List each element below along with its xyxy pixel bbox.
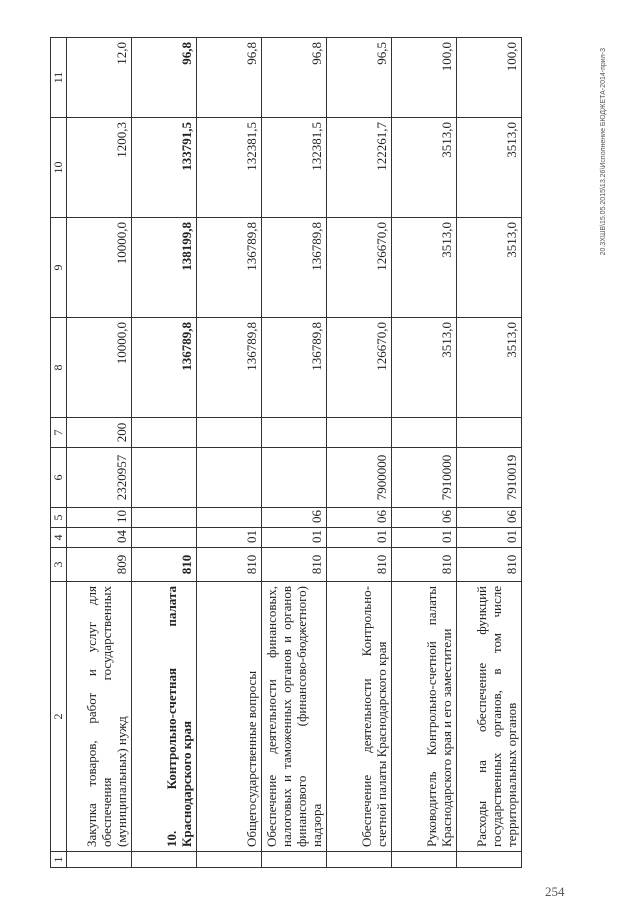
budget-table [50,37,522,868]
code-csr-cell [262,448,327,508]
column-header: 7 [51,418,67,448]
item-name-cell: Руководитель Контрольно-счетной палаты Краснодарского края и его заместители [392,582,457,852]
item-name-cell: Обеспечение деятельности финансовых, налоговых и таможенных органов и органов финансового (финансово-бюджетного) надзора [262,582,327,852]
rotated-page [40,28,620,878]
row-number-cell [197,852,262,868]
table-row [197,38,262,868]
code-vr-cell [197,418,262,448]
approved-amount-cell: 10000,0 [67,318,132,418]
executed-amount-cell: 132381,5 [262,118,327,218]
item-name-cell: 10. Контрольно-счетная палата Краснодарского края [132,582,197,852]
code-csr-cell: 7900000 [327,448,392,508]
approved-amount-cell: 136789,8 [262,318,327,418]
revised-amount-cell: 3513,0 [457,218,522,318]
row-number-cell [262,852,327,868]
approved-amount-cell: 126670,0 [327,318,392,418]
code-pr-cell: 06 [262,508,327,528]
code-vr-cell [327,418,392,448]
code-csr-cell [132,448,197,508]
code-rz-cell: 01 [262,528,327,548]
row-number-cell [132,852,197,868]
code-csr-cell: 2320957 [67,448,132,508]
code-vr-cell [392,418,457,448]
table-row [392,38,457,868]
item-name-cell: Расходы на обеспечение функций государственных органов, в том числе территориальных органов [457,582,522,852]
executed-amount-cell: 3513,0 [457,118,522,218]
revised-amount-cell: 3513,0 [392,218,457,318]
executed-amount-cell: 3513,0 [392,118,457,218]
code-vr-cell: 200 [67,418,132,448]
executed-amount-cell: 122261,7 [327,118,392,218]
code-pr-cell [197,508,262,528]
execution-percent-cell: 12,0 [67,38,132,118]
code-ved-cell: 809 [67,548,132,582]
row-number-cell [457,852,522,868]
column-header: 8 [51,318,67,418]
approved-amount-cell: 3513,0 [457,318,522,418]
executed-amount-cell: 132381,5 [197,118,262,218]
column-header: 5 [51,508,67,528]
file-stamp: 20.3ХШВ\15.05.2015\13.26\Исполнение БЮДЖЕТА-2014-прил-3 [600,48,607,256]
code-ved-cell: 810 [392,548,457,582]
column-number-row [51,38,67,868]
table-row [262,38,327,868]
code-pr-cell: 06 [327,508,392,528]
code-rz-cell: 01 [392,528,457,548]
table-row [132,38,197,868]
code-pr-cell [132,508,197,528]
executed-amount-cell: 133791,5 [132,118,197,218]
column-header: 10 [51,118,67,218]
revised-amount-cell: 136789,8 [197,218,262,318]
column-header: 4 [51,528,67,548]
code-pr-cell: 06 [457,508,522,528]
execution-percent-cell: 96,8 [262,38,327,118]
row-number-cell [67,852,132,868]
code-ved-cell: 810 [262,548,327,582]
execution-percent-cell: 100,0 [457,38,522,118]
code-rz-cell: 04 [67,528,132,548]
approved-amount-cell: 3513,0 [392,318,457,418]
code-rz-cell [132,528,197,548]
column-header: 2 [51,582,67,852]
code-csr-cell [197,448,262,508]
revised-amount-cell: 126670,0 [327,218,392,318]
code-ved-cell: 810 [457,548,522,582]
execution-percent-cell: 96,5 [327,38,392,118]
execution-percent-cell: 96,8 [197,38,262,118]
execution-percent-cell: 100,0 [392,38,457,118]
approved-amount-cell: 136789,8 [197,318,262,418]
code-rz-cell: 01 [327,528,392,548]
executed-amount-cell: 1200,3 [67,118,132,218]
item-name-cell: Закупка товаров, работ и услуг для обеспечения государственных (муниципальных) нужд [67,582,132,852]
code-rz-cell: 01 [197,528,262,548]
column-header: 3 [51,548,67,582]
item-name-cell: Обеспечение деятельности Контрольно-счетной палаты Краснодарского края [327,582,392,852]
table-row [67,38,132,868]
item-name-cell: Общегосударственные вопросы [197,582,262,852]
execution-percent-cell: 96,8 [132,38,197,118]
column-header: 6 [51,448,67,508]
row-number-cell [392,852,457,868]
revised-amount-cell: 10000,0 [67,218,132,318]
column-header: 1 [51,852,67,868]
row-number-cell [327,852,392,868]
code-csr-cell: 7910019 [457,448,522,508]
code-ved-cell: 810 [327,548,392,582]
code-vr-cell [262,418,327,448]
table-row [327,38,392,868]
revised-amount-cell: 138199,8 [132,218,197,318]
code-csr-cell: 7910000 [392,448,457,508]
column-header: 11 [51,38,67,118]
code-vr-cell [132,418,197,448]
code-pr-cell: 10 [67,508,132,528]
code-ved-cell: 810 [197,548,262,582]
code-rz-cell: 01 [457,528,522,548]
approved-amount-cell: 136789,8 [132,318,197,418]
table-row [457,38,522,868]
code-ved-cell: 810 [132,548,197,582]
column-header: 9 [51,218,67,318]
code-vr-cell [457,418,522,448]
revised-amount-cell: 136789,8 [262,218,327,318]
page-number: 254 [545,884,565,899]
code-pr-cell: 06 [392,508,457,528]
